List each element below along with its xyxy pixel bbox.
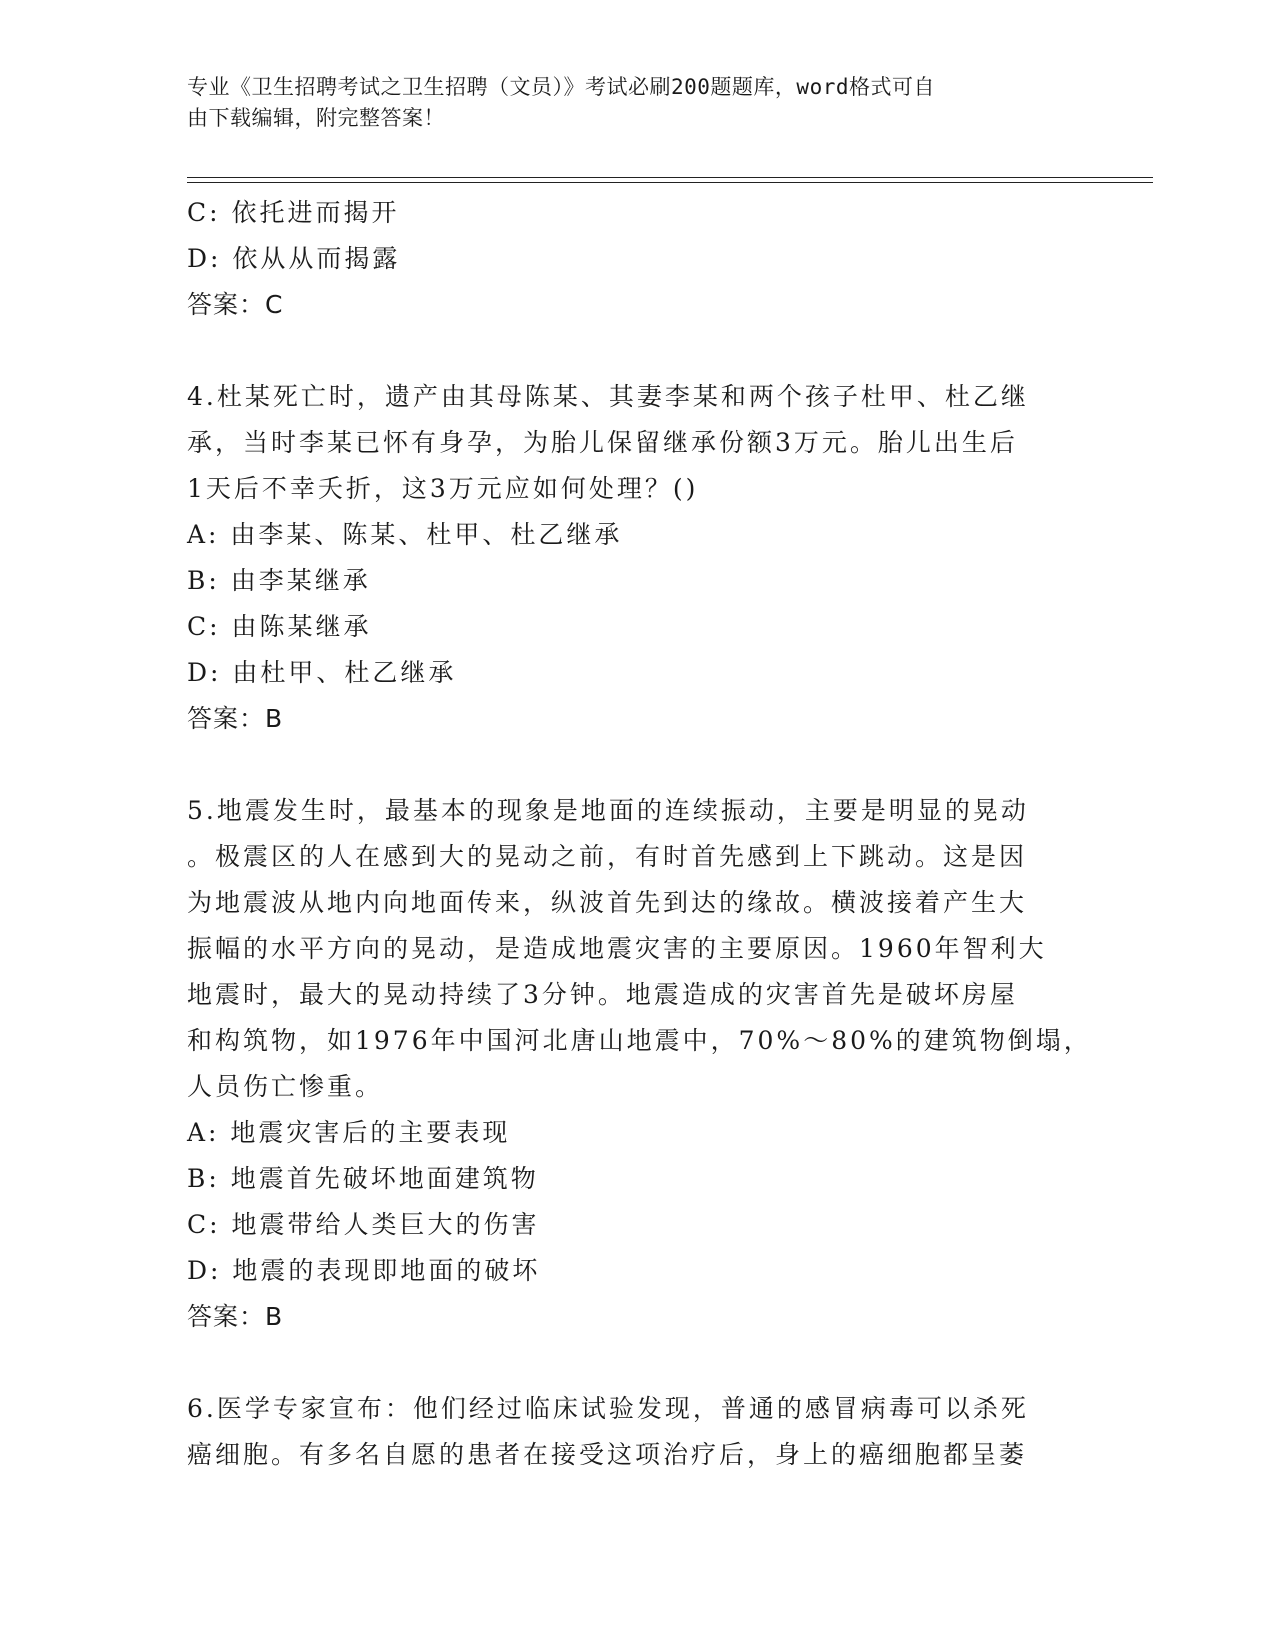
document-body — [187, 190, 1092, 1478]
header-rule-bottom — [187, 182, 1153, 183]
question-5-option-d: D: 地震的表现即地面的破坏 — [187, 1256, 541, 1285]
question-5-stem-line: 和构筑物，如1976年中国河北唐山地震中，70%～80%的建筑物倒塌， — [187, 1026, 1092, 1055]
question-3-option-c: C: 依托进而揭开 — [187, 198, 400, 227]
question-5-stem-line: 为地震波从地内向地面传来，纵波首先到达的缘故。横波接着产生大 — [187, 888, 1028, 917]
question-5 — [187, 788, 1092, 1340]
question-5-option-c: C: 地震带给人类巨大的伤害 — [187, 1210, 540, 1239]
question-6-stem-line: 癌细胞。有多名自愿的患者在接受这项治疗后，身上的癌细胞都呈萎 — [187, 1440, 1028, 1469]
question-4-answer: 答案：B — [187, 704, 284, 733]
question-4-stem-line: 承，当时李某已怀有身孕，为胎儿保留继承份额3万元。胎儿出生后 — [187, 428, 1018, 457]
question-4-stem-line: 4.杜某死亡时，遗产由其母陈某、其妻李某和两个孩子杜甲、杜乙继 — [187, 382, 1029, 411]
header-title-line-2: 由下载编辑，附完整答案！ — [187, 106, 445, 130]
question-4-stem-line: 1天后不幸夭折，这3万元应如何处理？() — [187, 474, 699, 503]
question-4 — [187, 374, 1067, 742]
question-5-stem-line: 人员伤亡惨重。 — [187, 1072, 384, 1101]
question-4-option-a: A: 由李某、陈某、杜甲、杜乙继承 — [187, 520, 623, 549]
header-title-line-1: 专业《卫生招聘考试之卫生招聘（文员）》考试必刷200题题库，word格式可自 — [187, 75, 935, 99]
question-4-option-b: B: 由李某继承 — [187, 566, 371, 595]
question-5-answer: 答案：B — [187, 1302, 284, 1331]
question-6 — [187, 1386, 1067, 1478]
header-rule-top — [187, 177, 1153, 178]
question-5-stem-line: 5.地震发生时，最基本的现象是地面的连续振动，主要是明显的晃动 — [187, 796, 1029, 825]
page-header — [187, 72, 1087, 134]
question-5-stem-line: 地震时，最大的晃动持续了3分钟。地震造成的灾害首先是破坏房屋 — [187, 980, 1018, 1009]
question-5-option-b: B: 地震首先破坏地面建筑物 — [187, 1164, 539, 1193]
question-4-option-c: C: 由陈某继承 — [187, 612, 372, 641]
question-4-option-d: D: 由杜甲、杜乙继承 — [187, 658, 457, 687]
question-3-option-d: D: 依从从而揭露 — [187, 244, 401, 273]
question-6-stem-line: 6.医学专家宣布：他们经过临床试验发现，普通的感冒病毒可以杀死 — [187, 1394, 1029, 1423]
question-5-option-a: A: 地震灾害后的主要表现 — [187, 1118, 511, 1147]
question-3-answer: 答案：C — [187, 290, 284, 319]
question-5-stem-line: 振幅的水平方向的晃动，是造成地震灾害的主要原因。1960年智利大 — [187, 934, 1047, 963]
question-5-stem-line: 。极震区的人在感到大的晃动之前，有时首先感到上下跳动。这是因 — [187, 842, 1028, 871]
question-3-fragment — [187, 190, 1067, 328]
